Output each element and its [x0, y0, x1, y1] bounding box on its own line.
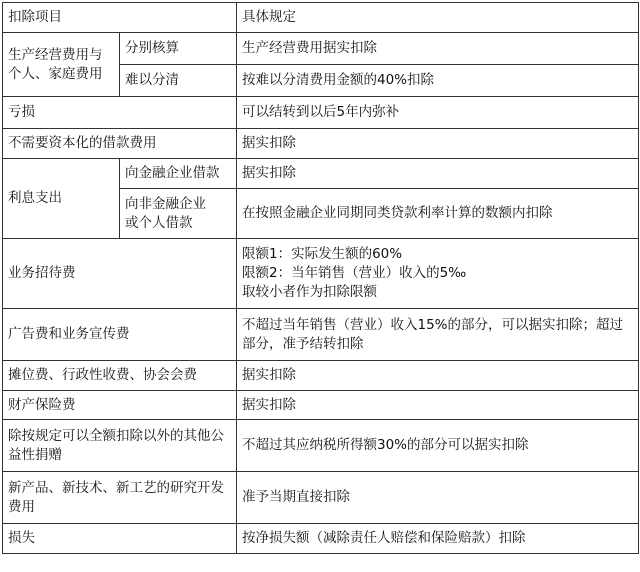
sub-label-inseparable: 难以分清	[120, 65, 237, 97]
table-row	[3, 33, 639, 65]
table-row	[3, 361, 639, 391]
table-row	[3, 239, 639, 309]
sub-label-separable: 分别核算	[120, 33, 237, 65]
table-row	[3, 97, 639, 129]
rule-financial: 据实扣除	[237, 159, 639, 189]
rule-fees: 据实扣除	[237, 361, 639, 391]
rule-donation: 不超过其应纳税所得额30%的部分可以据实扣除	[237, 420, 639, 472]
table-row	[3, 472, 639, 524]
table-row	[3, 309, 639, 361]
header-deduction-item: 扣除项目	[3, 3, 237, 33]
row-label-donation: 除按规定可以全额扣除以外的其他公益性捐赠	[3, 420, 237, 472]
rule-nonfinancial: 在按照金融企业同期同类贷款利率计算的数额内扣除	[237, 189, 639, 239]
table-row	[3, 129, 639, 159]
row-label-insurance: 财产保险费	[3, 391, 237, 420]
rule-advertising: 不超过当年销售（营业）收入15%的部分，可以据实扣除；超过部分，准予结转扣除	[237, 309, 639, 361]
table-row	[3, 159, 639, 189]
rule-insurance: 据实扣除	[237, 391, 639, 420]
rule-inseparable: 按难以分清费用金额的40%扣除	[237, 65, 639, 97]
rule-loss: 按净损失额（减除责任人赔偿和保险赔款）扣除	[237, 524, 639, 554]
sub-label-nonfinancial: 向非金融企业 或个人借款	[120, 189, 237, 239]
row-label-entertainment: 业务招待费	[3, 239, 237, 309]
header-specific-rules: 具体规定	[237, 3, 639, 33]
table-header-row	[3, 3, 639, 33]
rule-rnd: 准予当期直接扣除	[237, 472, 639, 524]
rule-loss-carry: 可以结转到以后5年内弥补	[237, 97, 639, 129]
row-label-loss: 损失	[3, 524, 237, 554]
table-row	[3, 524, 639, 554]
sub-label-financial: 向金融企业借款	[120, 159, 237, 189]
row-label-advertising: 广告费和业务宣传费	[3, 309, 237, 361]
row-label-loss-carry: 亏损	[3, 97, 237, 129]
row-label-interest: 利息支出	[3, 159, 120, 239]
table-row	[3, 391, 639, 420]
rule-borrowing: 据实扣除	[237, 129, 639, 159]
table-row	[3, 420, 639, 472]
row-label-rnd: 新产品、新技术、新工艺的研究开发费用	[3, 472, 237, 524]
rule-entertainment: 限额1：实际发生额的60% 限额2：当年销售（营业）收入的5‰ 取较小者作为扣除限额	[237, 239, 639, 309]
row-label-mixed-expenses: 生产经营费用与 个人、家庭费用	[3, 33, 120, 97]
row-label-fees: 摊位费、行政性收费、协会会费	[3, 361, 237, 391]
deduction-table	[2, 2, 639, 554]
row-label-borrowing: 不需要资本化的借款费用	[3, 129, 237, 159]
rule-separable: 生产经营费用据实扣除	[237, 33, 639, 65]
